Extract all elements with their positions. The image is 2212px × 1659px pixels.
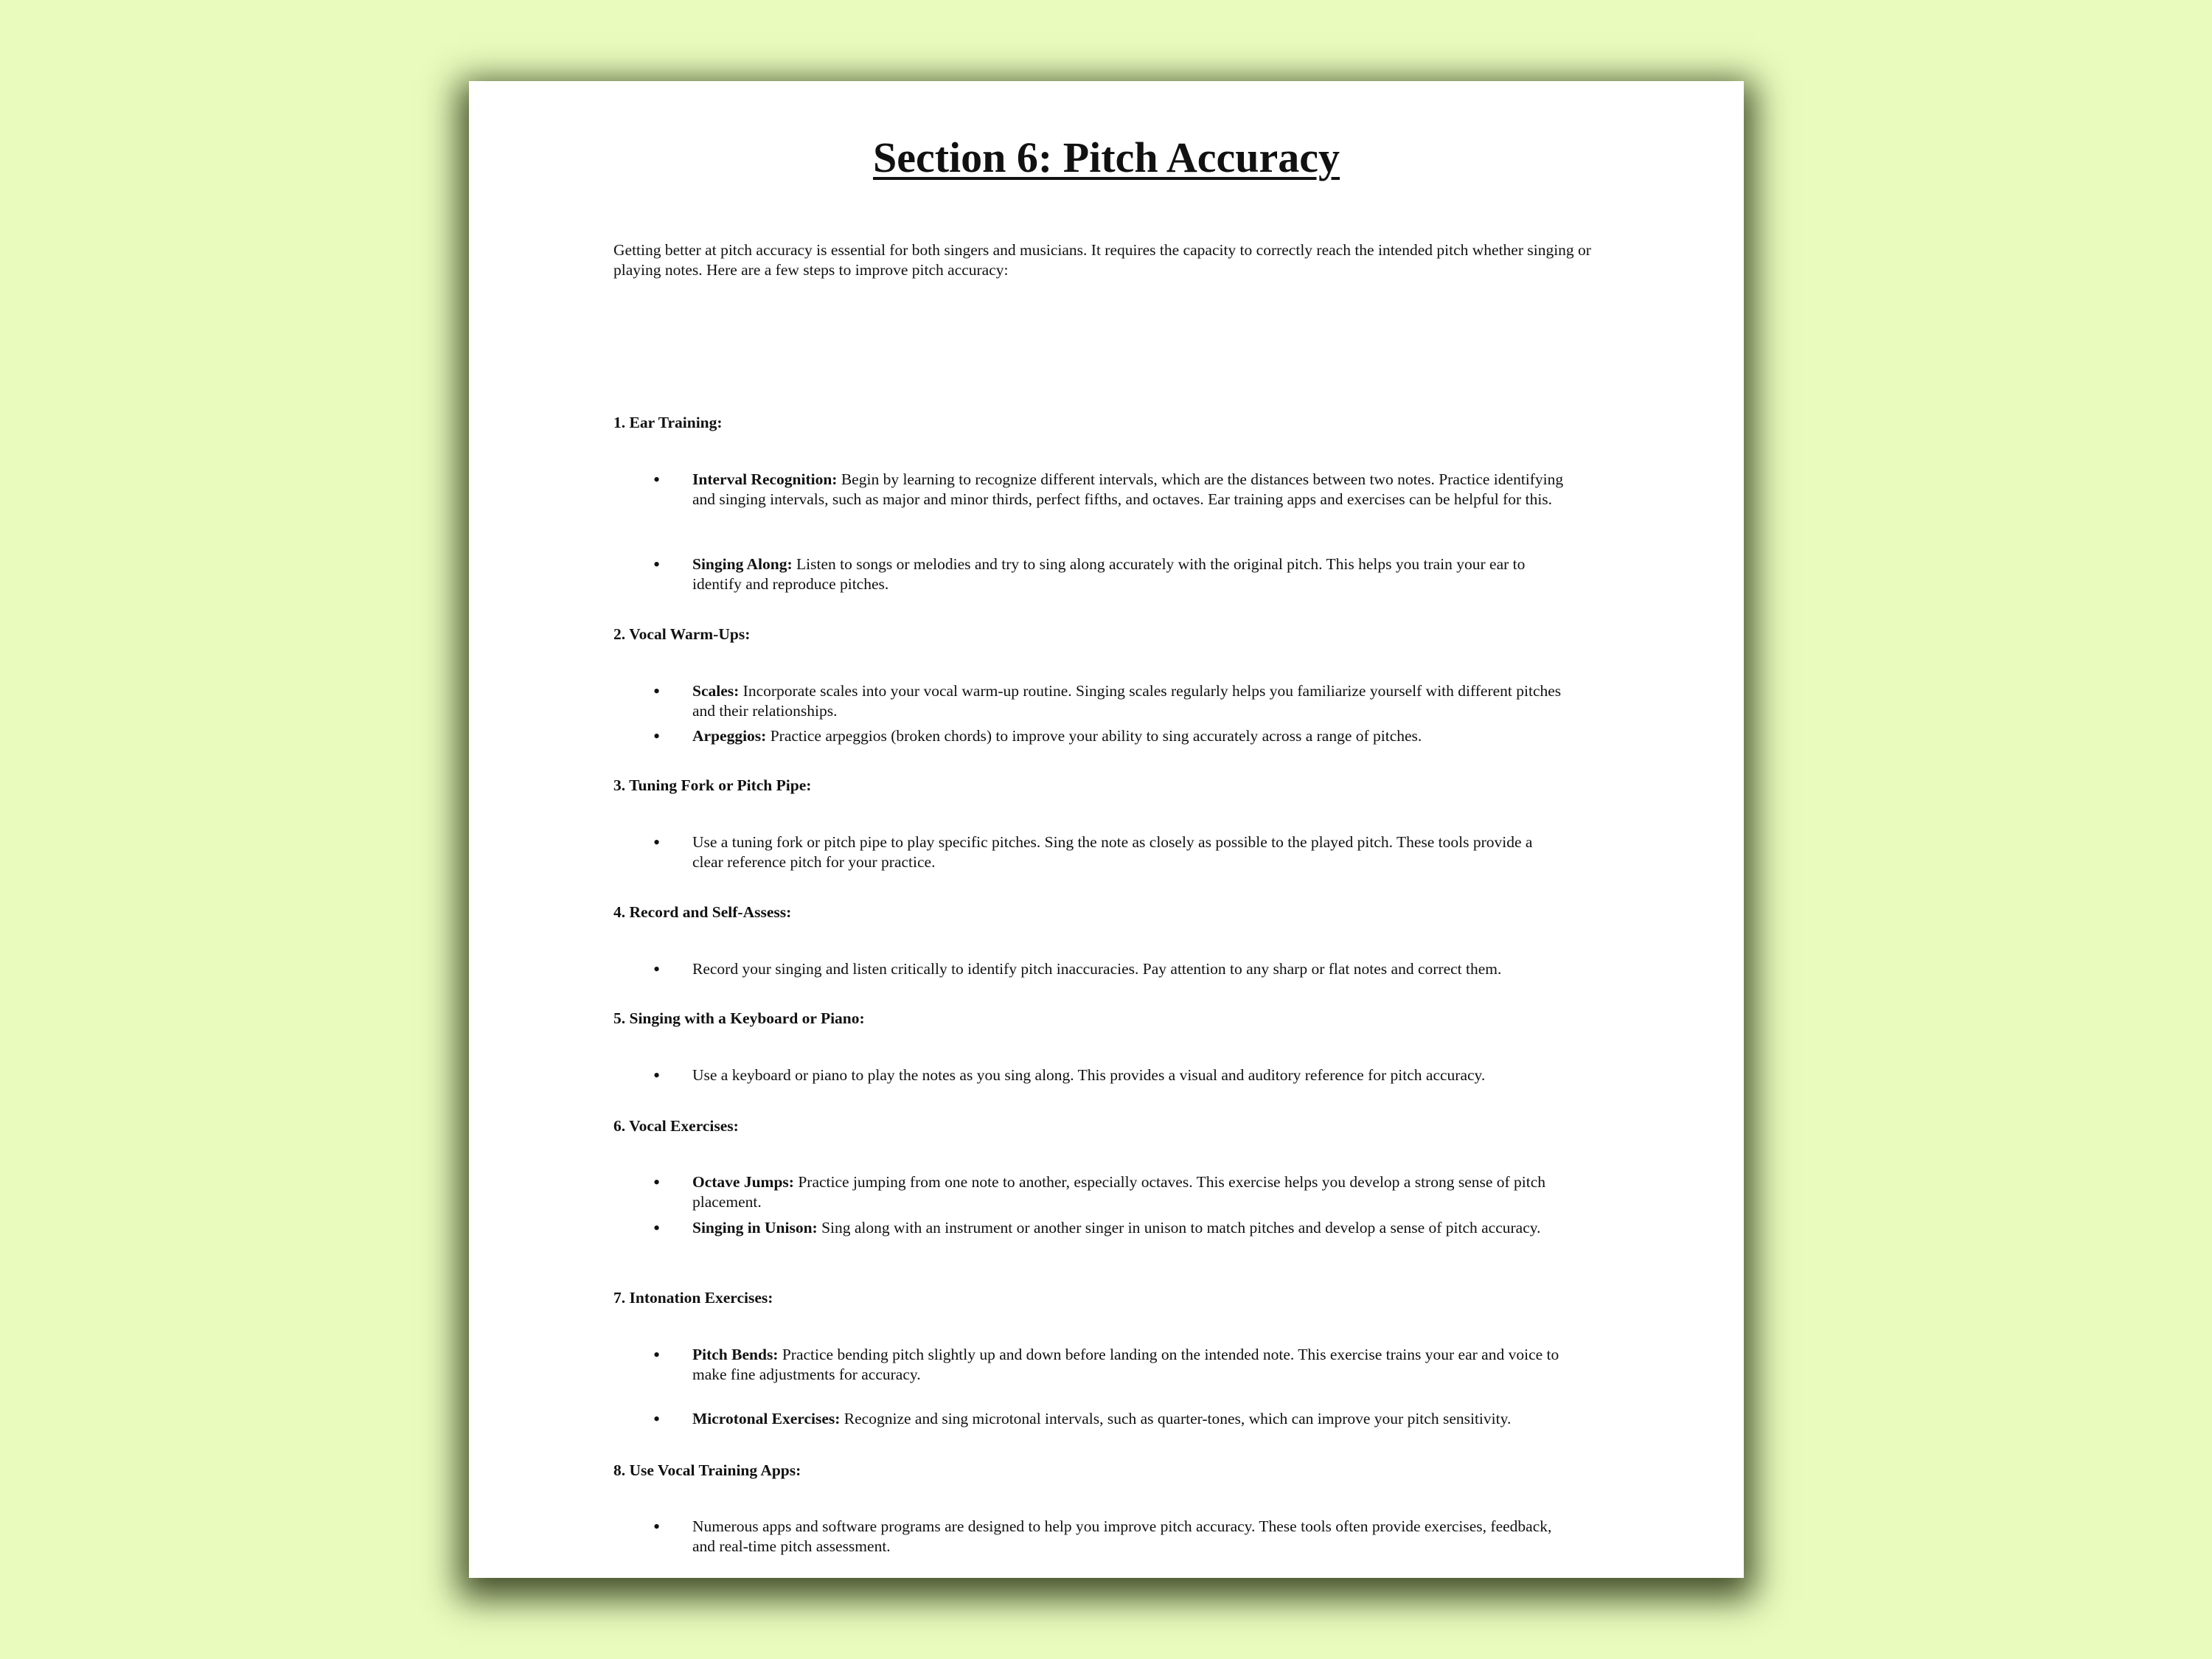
item-text: Use a tuning fork or pitch pipe to play specific pitches. Sing the note as closely as possible to the played pitch. These tools provide a clear reference pitch for your practice. bbox=[692, 833, 1533, 871]
bullet-icon: • bbox=[653, 1408, 661, 1430]
bullet-icon: • bbox=[653, 1344, 661, 1366]
item-text: Record your singing and listen critically to identify pitch inaccuracies. Pay attention to any sharp or flat notes and correct them. bbox=[692, 960, 1502, 978]
list-item bbox=[653, 959, 1567, 980]
item-lead: Arpeggios: bbox=[692, 727, 767, 745]
bullet-icon: • bbox=[653, 681, 661, 702]
item-lead: Singing Along: bbox=[692, 555, 793, 573]
section-heading: 8. Use Vocal Training Apps: bbox=[613, 1461, 801, 1479]
bullet-icon: • bbox=[653, 726, 661, 747]
item-lead: Microtonal Exercises: bbox=[692, 1410, 841, 1427]
bullet-icon: • bbox=[653, 832, 661, 853]
list-item bbox=[653, 554, 1567, 594]
item-text: Numerous apps and software programs are designed to help you improve pitch accuracy. These tools often provide exercises, feedback, and real-time pitch assessment. bbox=[692, 1517, 1552, 1555]
list-item bbox=[653, 1172, 1567, 1212]
section-heading: 1. Ear Training: bbox=[613, 414, 723, 431]
section-heading: 3. Tuning Fork or Pitch Pipe: bbox=[613, 776, 812, 794]
bullet-icon: • bbox=[653, 469, 661, 490]
list-item bbox=[653, 469, 1567, 509]
item-text: Listen to songs or melodies and try to sing along accurately with the original pitch. This helps you train your ear to identify and reproduce pitches. bbox=[692, 555, 1526, 593]
item-lead: Scales: bbox=[692, 682, 740, 700]
item-text: Sing along with an instrument or another singer in unison to match pitches and develop a sense of pitch accuracy. bbox=[817, 1219, 1541, 1237]
list-item bbox=[653, 726, 1567, 747]
item-lead: Octave Jumps: bbox=[692, 1173, 794, 1191]
item-text: Practice jumping from one note to another, especially octaves. This exercise helps you develop a strong sense of pitch placement. bbox=[692, 1173, 1546, 1211]
list-item bbox=[653, 1408, 1567, 1430]
list-item bbox=[653, 832, 1567, 872]
bullet-icon: • bbox=[653, 1516, 661, 1537]
bullet-icon: • bbox=[653, 1217, 661, 1239]
item-lead: Pitch Bends: bbox=[692, 1346, 779, 1363]
item-text: Use a keyboard or piano to play the notes as you sing along. This provides a visual and auditory reference for pitch accuracy. bbox=[692, 1066, 1486, 1084]
page-title: Section 6: Pitch Accuracy bbox=[872, 133, 1340, 181]
section-heading: 5. Singing with a Keyboard or Piano: bbox=[613, 1009, 865, 1027]
intro-paragraph: Getting better at pitch accuracy is essential for both singers and musicians. It requires the capacity to correctly reach the intended pitch whether singing or playing notes. Here are a few steps to improve pitch accuracy: bbox=[613, 241, 1591, 279]
list-item bbox=[653, 1516, 1567, 1557]
section-heading: 4. Record and Self-Assess: bbox=[613, 903, 792, 921]
list-item bbox=[653, 1344, 1567, 1385]
list-item bbox=[653, 1065, 1567, 1086]
item-text: Practice bending pitch slightly up and down before landing on the intended note. This exercise trains your ear and voice to make fine adjustments for accuracy. bbox=[692, 1346, 1559, 1383]
section-heading: 6. Vocal Exercises: bbox=[613, 1117, 739, 1135]
document-page bbox=[469, 81, 1744, 1578]
section-heading: 7. Intonation Exercises: bbox=[613, 1289, 773, 1307]
bullet-icon: • bbox=[653, 1172, 661, 1193]
item-text: Practice arpeggios (broken chords) to improve your ability to sing accurately across a range of pitches. bbox=[766, 727, 1422, 745]
section-heading: 2. Vocal Warm-Ups: bbox=[613, 625, 751, 643]
item-lead: Singing in Unison: bbox=[692, 1219, 818, 1237]
item-text: Begin by learning to recognize different intervals, which are the distances between two notes. Practice identifying and singing intervals, such as major and minor thirds, perfect fifths, and octaves. Ear training apps and exercises can be helpful for this. bbox=[692, 470, 1564, 508]
bullet-icon: • bbox=[653, 554, 661, 575]
item-lead: Interval Recognition: bbox=[692, 470, 838, 488]
bullet-icon: • bbox=[653, 1065, 661, 1086]
bullet-icon: • bbox=[653, 959, 661, 980]
item-text: Incorporate scales into your vocal warm-up routine. Singing scales regularly helps you familiarize yourself with different pitches and their relationships. bbox=[692, 682, 1562, 720]
list-item bbox=[653, 681, 1567, 721]
item-text: Recognize and sing microtonal intervals, such as quarter-tones, which can improve your pitch sensitivity. bbox=[840, 1410, 1512, 1427]
list-item bbox=[653, 1217, 1567, 1239]
